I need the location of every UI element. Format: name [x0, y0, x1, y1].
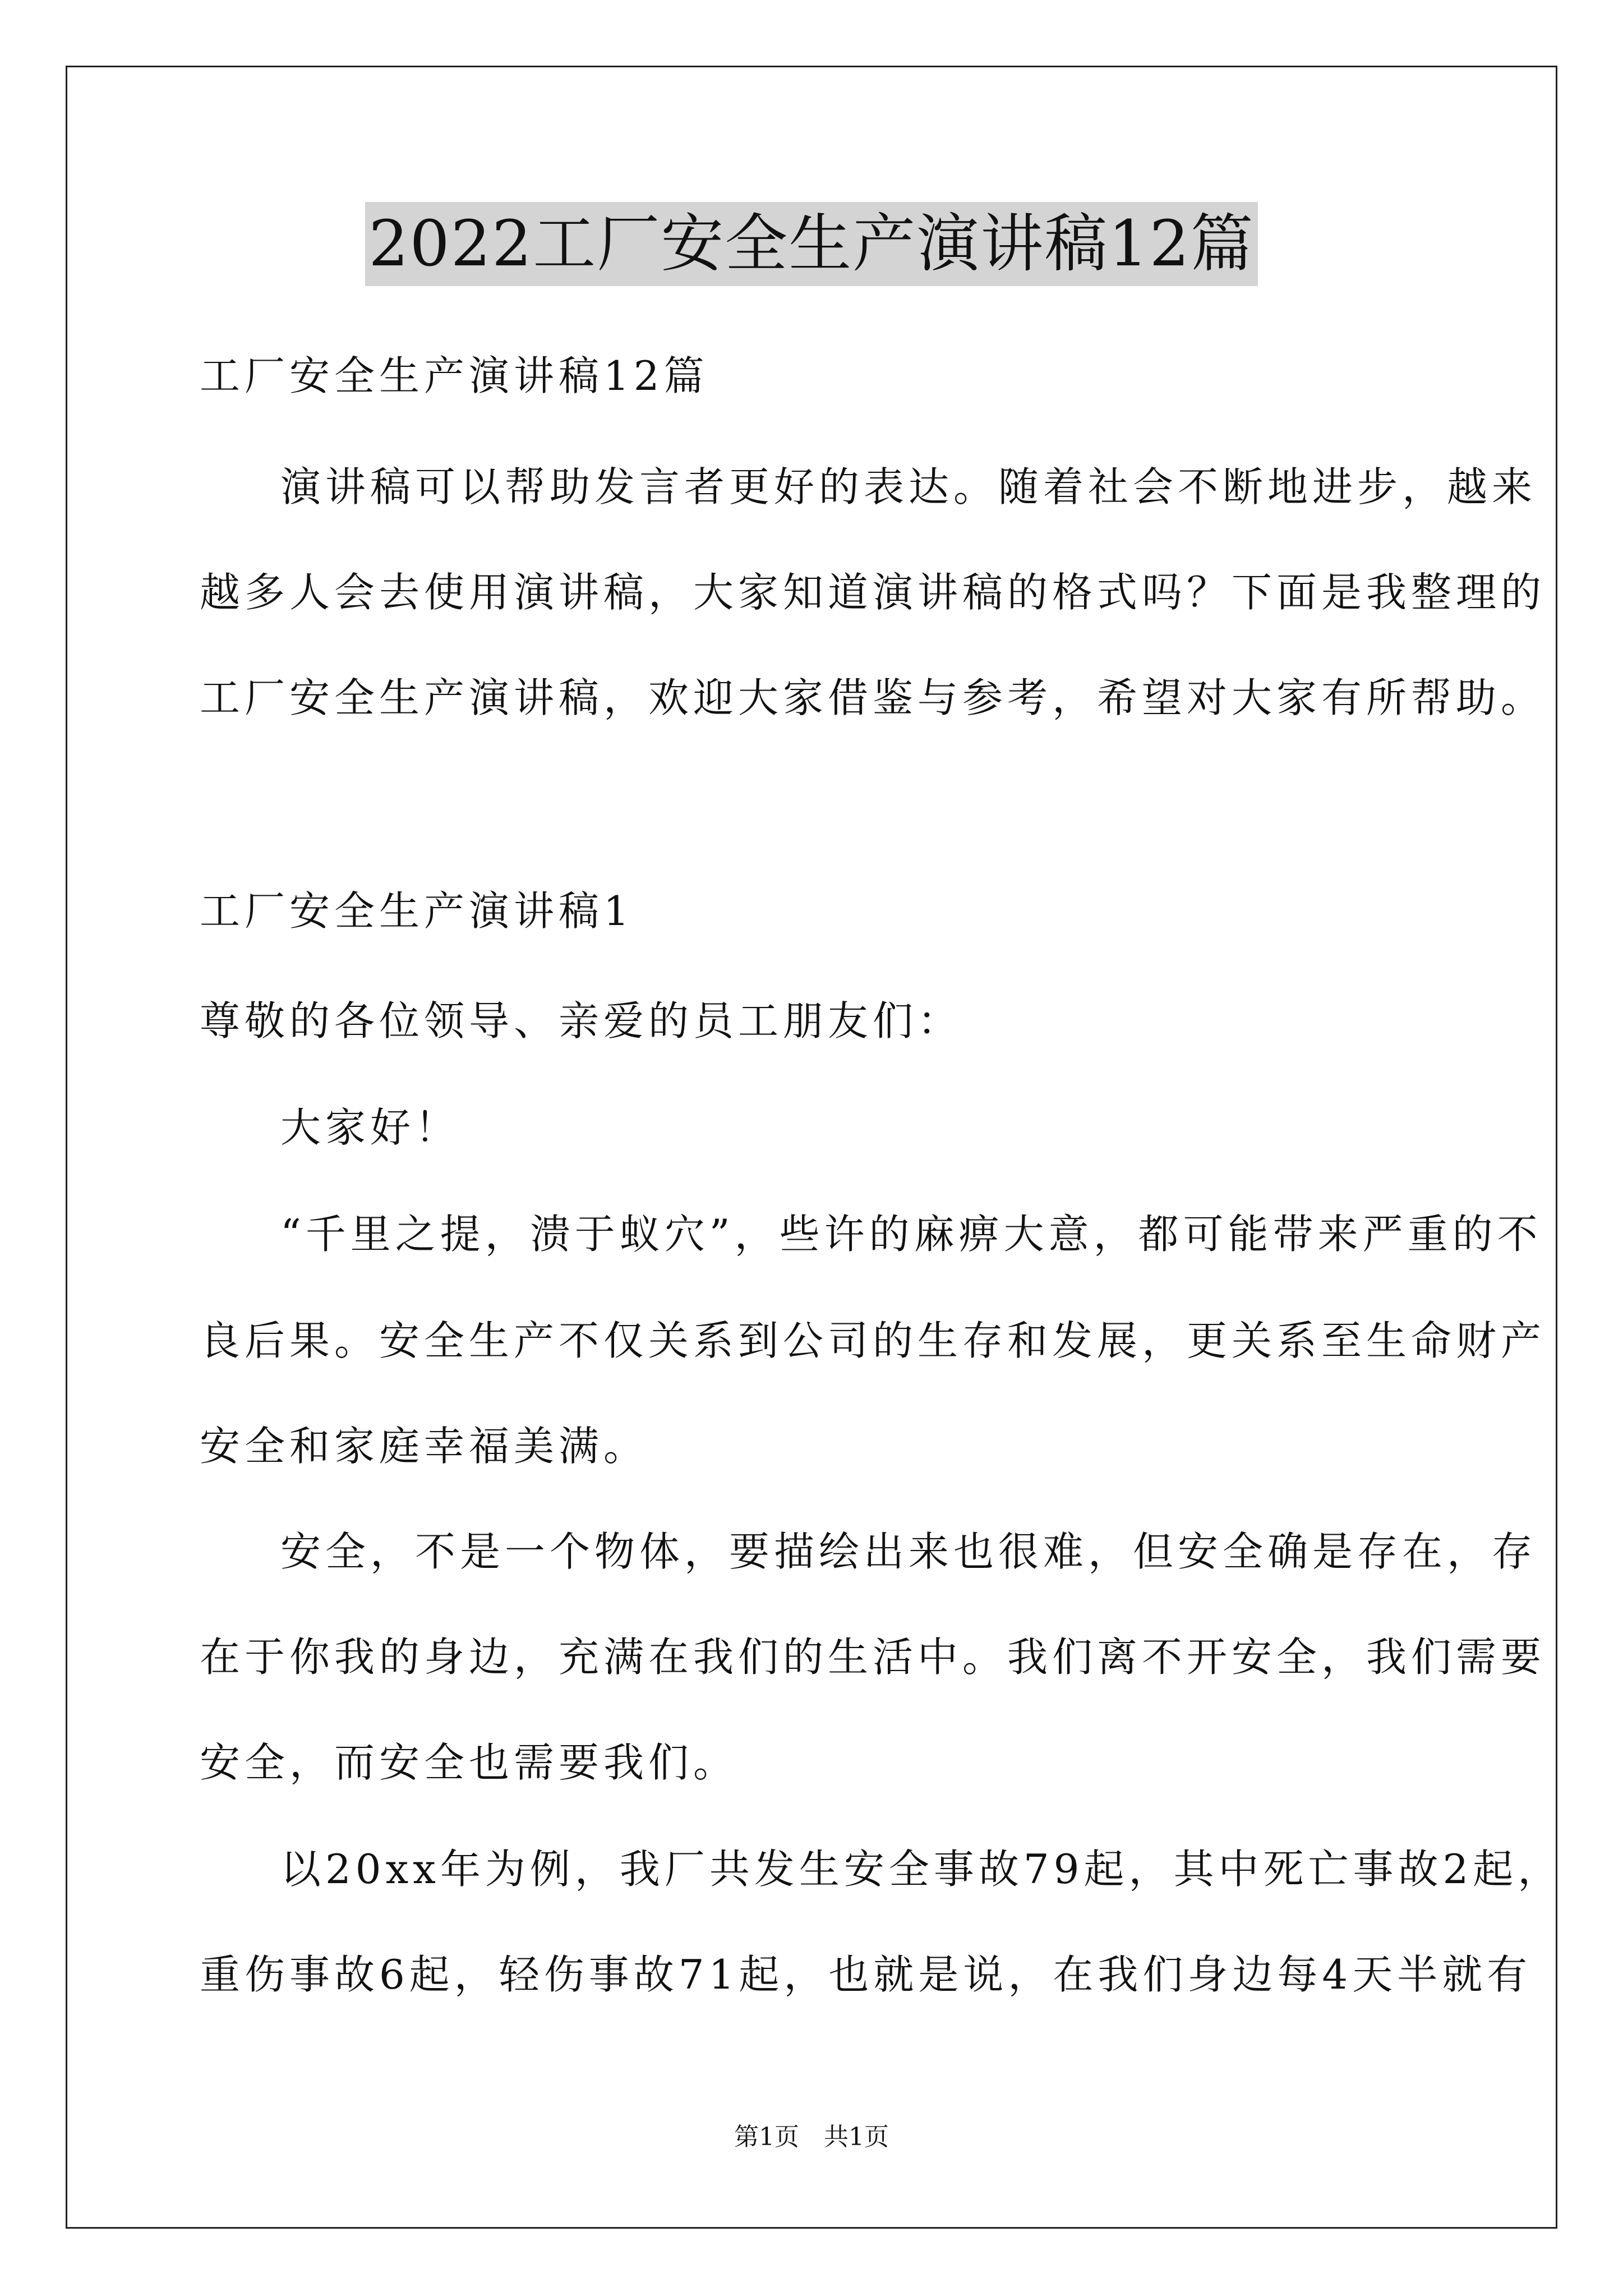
paragraph2-line-2: 在于你我的身边，充满在我们的生活中。我们离不开安全，我们需要 [200, 1634, 1546, 1681]
section-heading: 工厂安全生产演讲稿1 [200, 887, 634, 935]
salutation: 尊敬的各位领导、亲爱的员工朋友们： [200, 997, 963, 1045]
page-number: 第1页 共1页 [734, 2123, 889, 2151]
title-container [0, 202, 1623, 286]
paragraph1-line-3: 安全和家庭幸福美满。 [200, 1423, 649, 1470]
paragraph3-line-1: 以20xx年为例，我厂共发生安全事故79起，其中死亡事故2起， [280, 1846, 1563, 1893]
greeting: 大家好！ [280, 1104, 460, 1151]
intro-line-3: 工厂安全生产演讲稿，欢迎大家借鉴与参考，希望对大家有所帮助。 [200, 674, 1546, 721]
intro-line-1: 演讲稿可以帮助发言者更好的表达。随着社会不断地进步，越来 [280, 463, 1537, 510]
paragraph1-line-1: “千里之提，溃于蚁穴”，些许的麻痹大意，都可能带来严重的不 [280, 1211, 1542, 1258]
paragraph1-line-2: 良后果。安全生产不仅关系到公司的生存和发展，更关系至生命财产 [200, 1317, 1546, 1364]
document-title: 2022工厂安全生产演讲稿12篇 [365, 202, 1258, 286]
paragraph2-line-3: 安全，而安全也需要我们。 [200, 1739, 739, 1786]
paragraph3-line-2: 重伤事故6起，轻伤事故71起，也就是说，在我们身边每4天半就有 [200, 1951, 1532, 1998]
intro-line-2: 越多人会去使用演讲稿，大家知道演讲稿的格式吗？下面是我整理的 [200, 569, 1546, 616]
paragraph2-line-1: 安全，不是一个物体，要描绘出来也很难，但安全确是存在，存 [280, 1528, 1537, 1575]
document-subtitle: 工厂安全生产演讲稿12篇 [200, 352, 709, 399]
